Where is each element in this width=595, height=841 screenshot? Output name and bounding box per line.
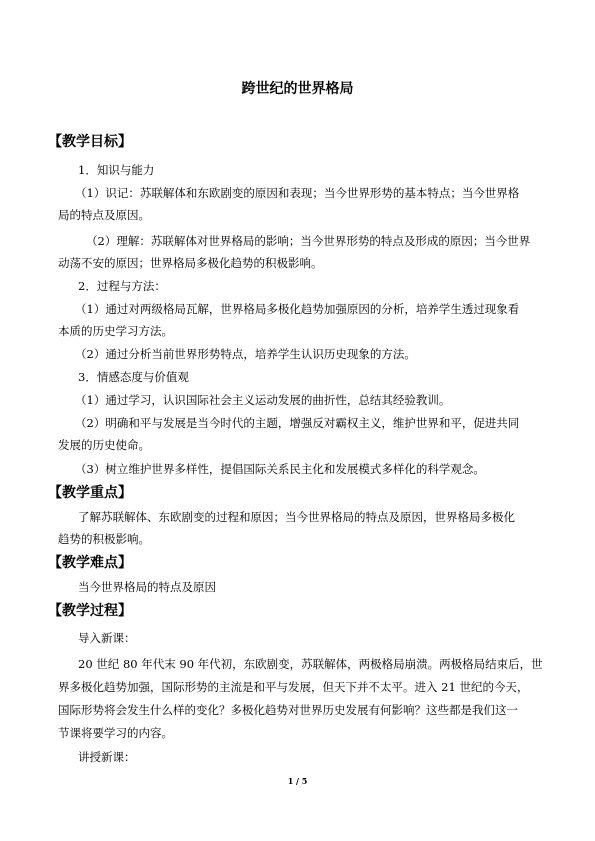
process-paragraph-line: 20 世纪 80 年代末 90 年代初，东欧剧变，苏联解体，两极格局崩溃。两极格局结束后，世 [78, 657, 543, 671]
heading-key-points: 【教学重点】 [48, 485, 132, 501]
heading-process: 【教学过程】 [48, 603, 132, 619]
process-paragraph-line: 界多极化趋势加强，国际形势的主流是和平与发展，但天下并不太平。进入 21 世纪的今天， [58, 680, 529, 694]
goal-section-1: 1．知识与能力 [78, 163, 155, 177]
key-point-text-cont: 趋势的积极影响。 [58, 532, 150, 546]
goal-item: （2）明确和平与发展是当今时代的主题，增强反对霸权主义，维护世界和平，促进共同 [75, 416, 520, 430]
process-paragraph-line: 国际形势将会发生什么样的变化？多极化趋势对世界历史发展有何影响？这些都是我们这一 [58, 703, 518, 717]
key-point-text: 了解苏联解体、东欧剧变的过程和原因；当今世界格局的特点及原因，世界格局多极化 [78, 510, 515, 524]
document-title: 跨世纪的世界格局 [241, 81, 354, 97]
difficulty-text: 当今世界格局的特点及原因 [78, 580, 216, 594]
goal-item-cont: 本质的历史学习方法。 [58, 324, 173, 338]
goal-item: （2）通过分析当前世界形势特点，培养学生认识历史现象的方法。 [75, 347, 416, 361]
process-paragraph-line: 节课将要学习的内容。 [58, 726, 173, 740]
goal-item: （2）理解：苏联解体对世界格局的影响；当今世界形势的特点及形成的原因；当今世界 [86, 234, 531, 248]
goal-item: （3）树立维护世界多样性，提倡国际关系民主化和发展模式多样化的科学观念。 [75, 462, 485, 476]
heading-goals: 【教学目标】 [48, 134, 132, 150]
heading-difficulty: 【教学难点】 [48, 555, 132, 571]
goal-section-2: 2．过程与方法： [78, 279, 166, 293]
process-intro-label: 导入新课： [78, 631, 136, 645]
goal-item-cont: 发展的历史使命。 [58, 438, 150, 452]
goal-item: （1）通过学习，认识国际社会主义运动发展的曲折性，总结其经验教训。 [75, 393, 451, 407]
goal-item-cont: 动荡不安的原因；世界格局多极化趋势的积极影响。 [58, 256, 323, 270]
goal-item: （1）识记：苏联解体和东欧剧变的原因和表现；当今世界形势的基本特点；当今世界格 [75, 186, 520, 200]
goal-item: （1）通过对两级格局瓦解，世界格局多极化趋势加强原因的分析，培养学生透过现象看 [75, 302, 520, 316]
process-lecture-label: 讲授新课： [78, 750, 136, 764]
page-number: 1 / 5 [287, 776, 308, 786]
goal-item-cont: 局的特点及原因。 [58, 208, 150, 222]
goal-section-3: 3．情感态度与价值观 [78, 370, 189, 384]
